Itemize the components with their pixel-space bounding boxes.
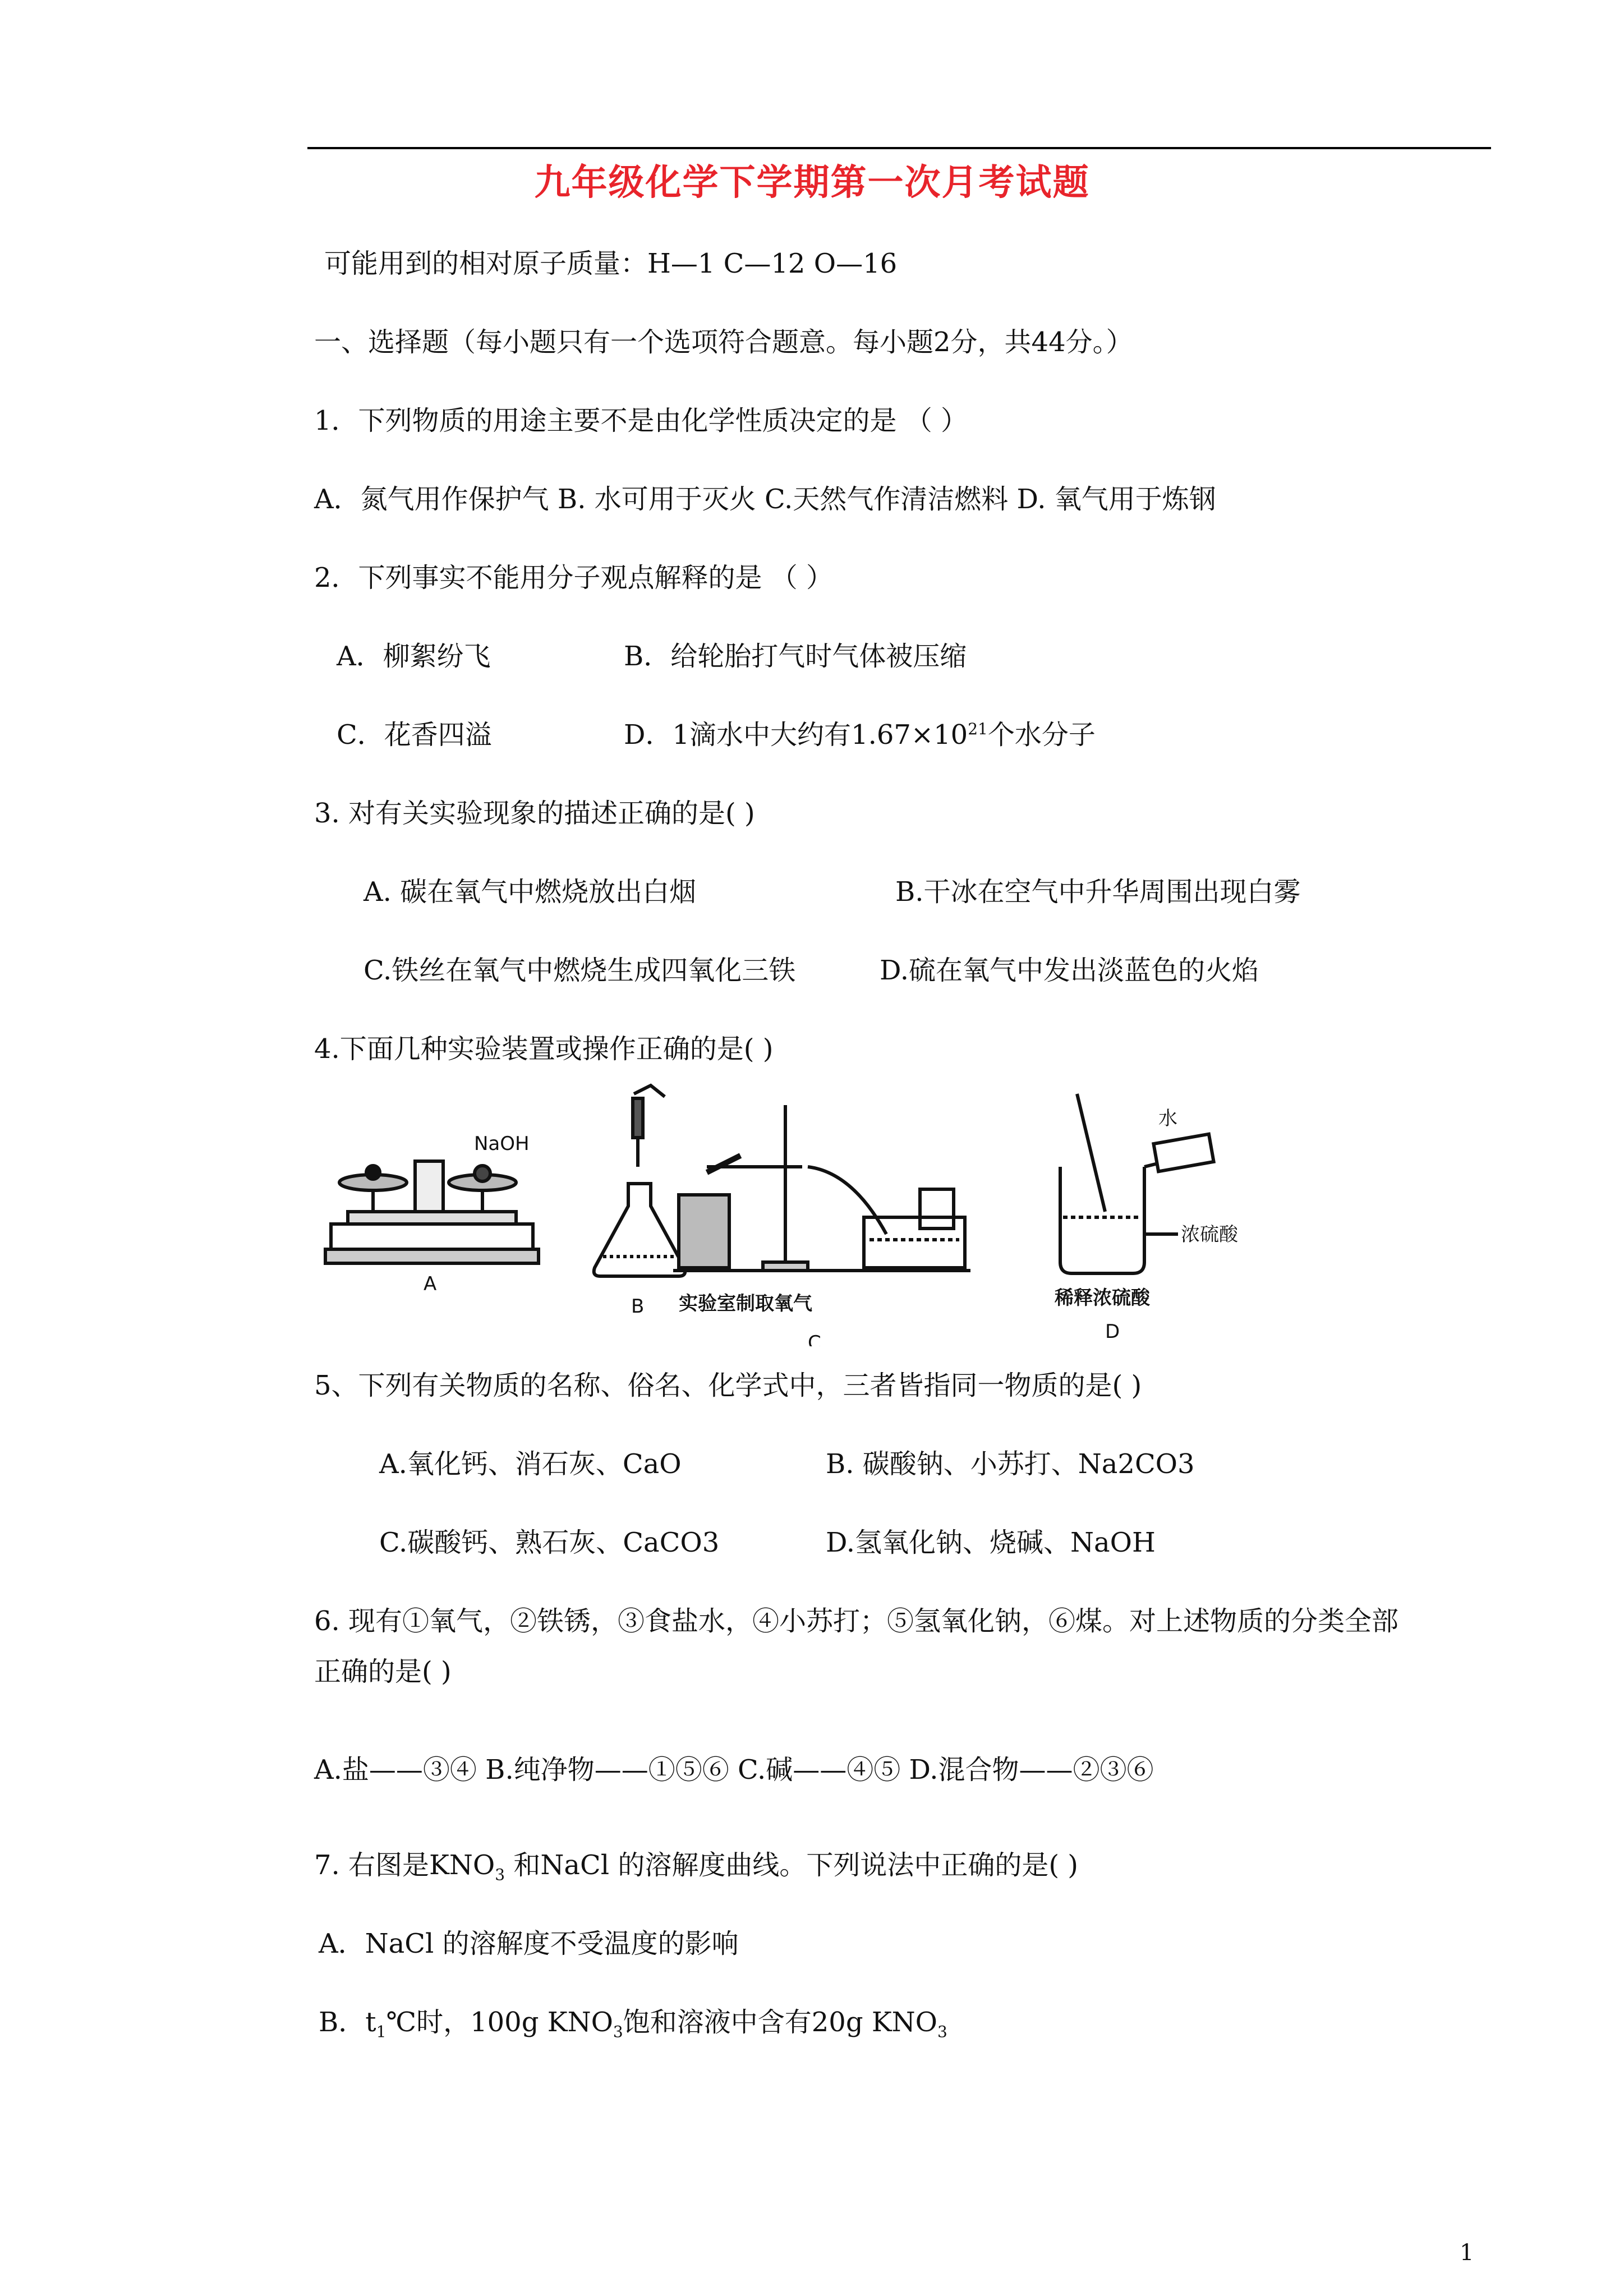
question-2-option-d (624, 718, 1096, 752)
apparatus-illustrations (314, 1083, 1436, 1346)
question-6-stem-cont: 正确的是( ) (314, 1656, 452, 1687)
question-4-apparatus-figure (314, 1083, 1436, 1346)
balance-apparatus (325, 1161, 539, 1263)
question-2-option-b: B．给轮胎打气时气体被压缩 (624, 641, 967, 672)
question-2-stem: 2．下列事实不能用分子观点解释的是 （ ） (314, 562, 834, 593)
header-rule (307, 147, 1491, 149)
question-5-option-d: D.氢氧化钠、烧碱、NaOH (826, 1527, 1156, 1558)
question-5-option-c: C.碳酸钙、熟石灰、CaCO3 (379, 1527, 720, 1558)
question-6-stem: 6. 现有①氧气，②铁锈，③食盐水，④小苏打；⑤氢氧化钠，⑥煤。对上述物质的分类全部 (314, 1605, 1399, 1637)
question-7-option-b-c: 饱和溶液中含有20g KNO (623, 2007, 938, 2038)
water-label: 水 (1158, 1107, 1177, 1130)
figure-label-d: D (1105, 1320, 1120, 1343)
question-7-stem (314, 1848, 1078, 1882)
figure-label-b: B (631, 1295, 645, 1318)
question-1-options: A．氮气用作保护气 B. 水可用于灭火 C.天然气作清洁燃料 D. 氧气用于炼钢 (314, 484, 1216, 515)
question-1-stem: 1．下列物质的用途主要不是由化学性质决定的是 （ ） (314, 405, 968, 436)
question-7-stem-b: 和NaCl 的溶解度曲线。下列说法中正确的是( ) (505, 1849, 1079, 1881)
page-title: 九年级化学下学期第一次月考试题 (534, 162, 1090, 204)
question-7-option-b (319, 2005, 947, 2039)
question-3-option-b: B.干冰在空气中升华周围出现白雾 (895, 876, 1301, 908)
question-6-options: A.盐——③④ B.纯净物——①⑤⑥ C.碱——④⑤ D.混合物——②③⑥ (314, 1754, 1154, 1786)
oxygen-preparation-apparatus (673, 1105, 970, 1271)
page-number: 1 (1460, 2240, 1474, 2266)
question-4-stem: 4.下面几种实验装置或操作正确的是( ) (314, 1033, 774, 1065)
question-5-option-b: B. 碳酸钠、小苏打、Na2CO3 (826, 1448, 1195, 1480)
atomic-mass-note: 可能用到的相对原子质量：H—1 C—12 O—16 (324, 248, 898, 279)
question-2-option-d-text: D．1滴水中大约有1.67×10 (624, 719, 968, 751)
question-7-option-a: A．NaCl 的溶解度不受温度的影响 (319, 1928, 739, 1959)
dropper-flask-apparatus (594, 1085, 686, 1276)
question-3-option-c: C.铁丝在氧气中燃烧生成四氧化三铁 (364, 955, 796, 986)
question-7-stem-a: 7. 右图是KNO (314, 1849, 495, 1881)
question-7-stem-sub: 3 (495, 1865, 505, 1884)
section-heading: 一、选择题（每小题只有一个选项符合题意。每小题2分，共44分。） (314, 326, 1133, 358)
question-5-stem: 5、下列有关物质的名称、俗名、化学式中，三者皆指同一物质的是( ) (314, 1370, 1142, 1401)
question-7-option-b-a: B．t (319, 2007, 376, 2038)
naoh-label: NaOH (474, 1133, 530, 1155)
question-3-stem: 3. 对有关实验现象的描述正确的是( ) (314, 798, 755, 829)
figure-label-a: A (424, 1273, 437, 1295)
question-2-option-d-tail: 个水分子 (987, 719, 1096, 751)
question-2-option-d-exponent: 21 (968, 720, 988, 738)
question-3-option-a: A. 碳在氧气中燃烧放出白烟 (364, 876, 697, 908)
question-7-option-b-sub2: 3 (613, 2022, 623, 2041)
dilution-apparatus (1060, 1094, 1214, 1273)
question-7-option-b-sub3: 3 (937, 2022, 947, 2041)
caption-c: 实验室制取氧气 (679, 1292, 812, 1315)
question-2-option-a: A．柳絮纷飞 (337, 641, 491, 672)
question-2-option-c: C．花香四溢 (337, 719, 492, 751)
caption-d: 稀释浓硫酸 (1055, 1287, 1150, 1309)
figure-label-c: C (808, 1332, 821, 1346)
question-7-option-b-sub1: 1 (376, 2022, 387, 2041)
question-3-option-d: D.硫在氧气中发出淡蓝色的火焰 (880, 955, 1259, 986)
question-5-option-a: A.氧化钙、消石灰、CaO (379, 1448, 682, 1480)
acid-label: 浓硫酸 (1181, 1223, 1238, 1246)
question-7-option-b-b: ℃时，100g KNO (386, 2007, 613, 2038)
